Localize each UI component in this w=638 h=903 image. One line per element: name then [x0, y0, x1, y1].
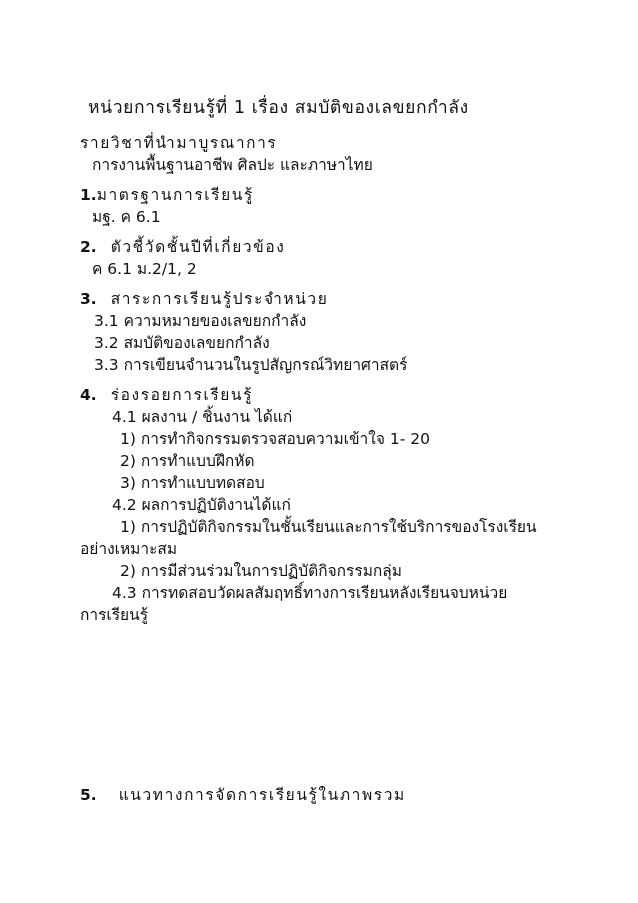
- section-4-2-item-continued: อย่างเหมาะสม: [80, 540, 178, 558]
- subject-heading: รายวิชาที่นำมาบูรณาการ: [80, 134, 278, 152]
- section-4-number: 4.: [80, 386, 97, 404]
- section-3-item: 3.2 สมบัติของเลขยกกำลัง: [94, 334, 270, 352]
- section-2-title: ตัวชี้วัดชั้นปีที่เกี่ยวข้อง: [110, 238, 286, 256]
- section-1-item: มฐ. ค 6.1: [92, 208, 161, 226]
- section-5-number: 5.: [80, 786, 97, 804]
- section-4-2-heading: 4.2 ผลการปฏิบัติงานได้แก่: [112, 496, 291, 514]
- section-2-item: ค 6.1 ม.2/1, 2: [92, 260, 197, 278]
- section-1-title: มาตรฐานการเรียนรู้: [96, 186, 254, 204]
- section-3-title: สาระการเรียนรู้ประจำหน่วย: [110, 290, 329, 308]
- section-3-number: 3.: [80, 290, 97, 308]
- section-5-heading: [80, 785, 406, 805]
- section-4-3-heading: 4.3 การทดสอบวัดผลสัมฤทธิ์ทางการเรียนหลังเรียนจบหน่วย: [112, 584, 508, 602]
- section-1-heading: [80, 185, 254, 205]
- section-4-2-item: 1) การปฏิบัติกิจกรรมในชั้นเรียนและการใช้บริการของโรงเรียน: [120, 518, 537, 536]
- section-4-title: ร่องรอยการเรียนรู้: [110, 386, 254, 404]
- section-3-item: 3.1 ความหมายของเลขยกกำลัง: [94, 312, 307, 330]
- section-1-number: 1.: [80, 186, 97, 204]
- section-4-heading: [80, 385, 253, 405]
- section-4-1-item: 2) การทำแบบฝึกหัด: [120, 452, 255, 470]
- section-4-3-heading-continued: การเรียนรู้: [80, 606, 149, 624]
- section-5-title: แนวทางการจัดการเรียนรู้ในภาพรวม: [118, 786, 406, 804]
- section-4-1-heading: 4.1 ผลงาน / ชิ้นงาน ได้แก่: [112, 408, 293, 426]
- section-4-1-item: 3) การทำแบบทดสอบ: [120, 474, 265, 492]
- document-title: หน่วยการเรียนรู้ที่ 1 เรื่อง สมบัติของเลขยกกำลัง: [88, 98, 469, 118]
- section-2-number: 2.: [80, 238, 97, 256]
- section-3-item: 3.3 การเขียนจำนวนในรูปสัญกรณ์วิทยาศาสตร์: [94, 356, 408, 374]
- section-2-heading: [80, 237, 285, 257]
- section-4-2-item: 2) การมีส่วนร่วมในการปฏิบัติกิจกรรมกลุ่ม: [120, 562, 403, 580]
- section-4-1-item: 1) การทำกิจกรรมตรวจสอบความเข้าใจ 1- 20: [120, 430, 430, 448]
- section-3-heading: [80, 289, 328, 309]
- subject-list: การงานพื้นฐานอาชีพ ศิลปะ และภาษาไทย: [92, 156, 373, 174]
